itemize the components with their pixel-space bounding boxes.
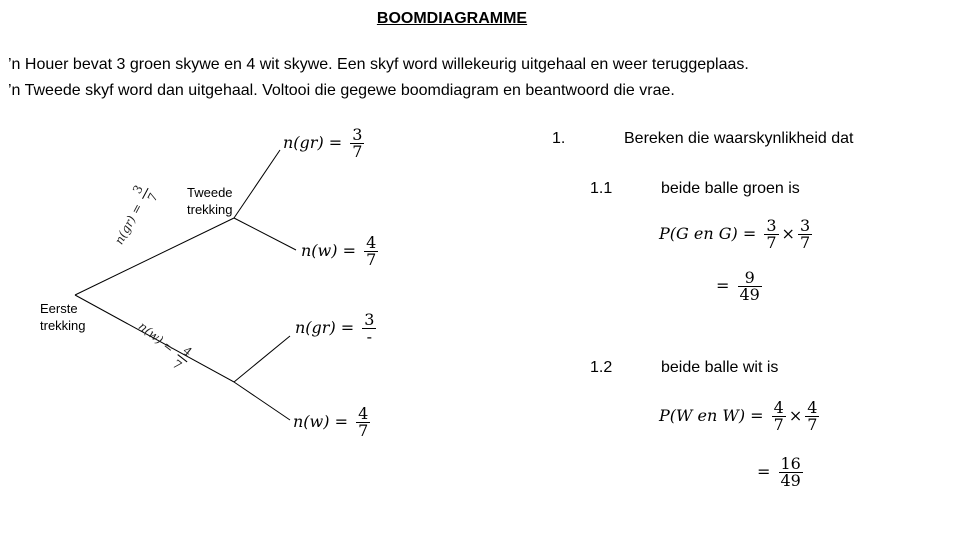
- first-draw-label: Eerste trekking: [40, 301, 86, 333]
- page-title: BOOMDIAGRAMME: [376, 10, 528, 27]
- second-draw-label: Tweede trekking: [187, 185, 233, 217]
- leaf-white-white: n(w) = $\frac{4}{7}$: [293, 404, 369, 440]
- leaf-white-green: n(gr) = $\frac{3}{-}$: [295, 310, 375, 346]
- question-1-2-text: beide balle wit is: [661, 359, 779, 376]
- leaf-green-green: n(gr) = $\frac{3}{7}$: [283, 125, 363, 161]
- branch-green-white: [234, 218, 296, 250]
- answer-1-2-result: = $\frac{16}{49}$: [757, 454, 801, 490]
- problem-line-2: ’n Tweede skyf word dan uitgehaal. Voltooi die gegewe boomdiagram en beantwoord die vrae.: [8, 82, 675, 99]
- first-lower-branch-label: n(w) = 4 7: [130, 312, 200, 377]
- question-1-2-number: 1.2: [590, 359, 613, 376]
- answer-1-2-expression: P(W en W) = $\frac{4}{7}$ × $\frac{4}{7}$: [659, 398, 818, 434]
- question-1-text: Bereken die waarskynlikheid dat: [624, 130, 854, 147]
- answer-1-1-expression: P(G en G) = $\frac{3}{7}$ × $\frac{3}{7}$: [659, 216, 811, 252]
- answer-1-1-result: = $\frac{9}{49}$: [716, 268, 760, 304]
- branch-white-white: [234, 382, 290, 420]
- question-1-number: 1.: [552, 130, 566, 147]
- leaf-green-white: n(w) = $\frac{4}{7}$: [301, 233, 377, 269]
- problem-line-1: ’n Houer bevat 3 groen skywe en 4 wit skywe. Een skyf word willekeurig uitgehaal en weer teruggeplaas.: [8, 56, 749, 73]
- question-1-1-number: 1.1: [590, 180, 613, 197]
- branch-white-green: [234, 336, 290, 382]
- first-upper-branch-label: n(gr) = 3 7: [104, 178, 164, 252]
- question-1-1-text: beide balle groen is: [661, 180, 800, 197]
- branch-first-green: [75, 218, 234, 295]
